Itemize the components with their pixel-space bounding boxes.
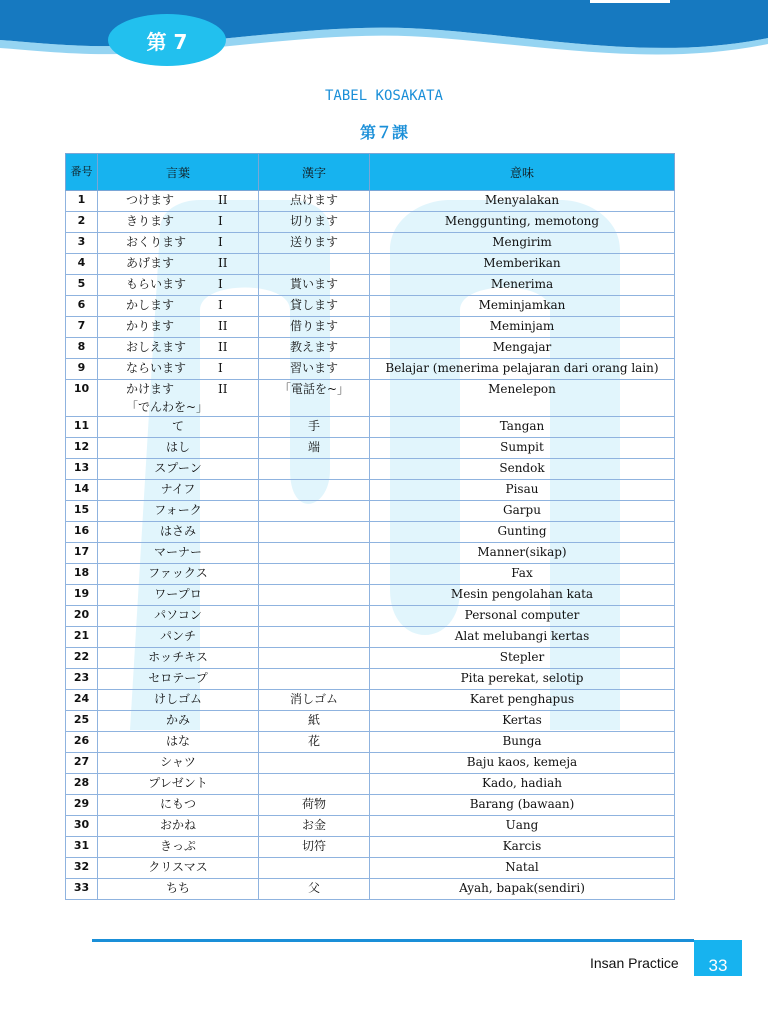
verb-group: II bbox=[218, 193, 228, 207]
table-row bbox=[66, 690, 675, 711]
meaning-cell: Meminjam bbox=[370, 317, 675, 338]
meaning-cell: Gunting bbox=[370, 522, 675, 543]
table-row bbox=[66, 254, 675, 275]
kanji-cell: 花 bbox=[259, 732, 370, 753]
word-kana: かけます bbox=[126, 382, 175, 396]
row-number: 28 bbox=[66, 774, 98, 795]
kanji-cell: 荷物 bbox=[259, 795, 370, 816]
meaning-cell: Stepler bbox=[370, 648, 675, 669]
table-row bbox=[66, 191, 675, 212]
table-row bbox=[66, 879, 675, 900]
table-row bbox=[66, 522, 675, 543]
kanji-cell: 切符 bbox=[259, 837, 370, 858]
verb-group: I bbox=[218, 361, 223, 375]
word-cell: はな bbox=[98, 732, 259, 753]
header-kanji: 漢字 bbox=[259, 154, 370, 191]
word-cell: ちち bbox=[98, 879, 259, 900]
kanji-cell: 習います bbox=[259, 359, 370, 380]
word-cell: シャツ bbox=[98, 753, 259, 774]
row-number: 29 bbox=[66, 795, 98, 816]
kanji-cell bbox=[259, 627, 370, 648]
table-row bbox=[66, 837, 675, 858]
word-cell bbox=[98, 233, 259, 254]
table-row bbox=[66, 816, 675, 837]
word-kana: おくります bbox=[126, 235, 187, 249]
row-number: 26 bbox=[66, 732, 98, 753]
kanji-cell: 借ります bbox=[259, 317, 370, 338]
table-row bbox=[66, 753, 675, 774]
word-cell: おかね bbox=[98, 816, 259, 837]
table-row bbox=[66, 296, 675, 317]
document-title: TABEL KOSAKATA bbox=[324, 88, 443, 104]
row-number: 17 bbox=[66, 543, 98, 564]
word-cell: はさみ bbox=[98, 522, 259, 543]
table-row bbox=[66, 359, 675, 380]
word-cell bbox=[98, 338, 259, 359]
meaning-cell: Personal computer bbox=[370, 606, 675, 627]
footer-rule bbox=[92, 939, 694, 942]
meaning-cell: Menelepon bbox=[370, 380, 675, 417]
meaning-cell: Menyalakan bbox=[370, 191, 675, 212]
verb-group: I bbox=[218, 298, 223, 312]
row-number: 24 bbox=[66, 690, 98, 711]
row-number: 4 bbox=[66, 254, 98, 275]
meaning-cell: Ayah, bapak(sendiri) bbox=[370, 879, 675, 900]
meaning-cell: Meminjamkan bbox=[370, 296, 675, 317]
table-row bbox=[66, 606, 675, 627]
kanji-cell bbox=[259, 254, 370, 275]
meaning-cell: Fax bbox=[370, 564, 675, 585]
row-number: 33 bbox=[66, 879, 98, 900]
row-number: 32 bbox=[66, 858, 98, 879]
word-cell: スプーン bbox=[98, 459, 259, 480]
word-cell: クリスマス bbox=[98, 858, 259, 879]
table-row bbox=[66, 275, 675, 296]
meaning-cell: Karcis bbox=[370, 837, 675, 858]
meaning-cell: Manner(sikap) bbox=[370, 543, 675, 564]
kanji-cell bbox=[259, 774, 370, 795]
meaning-cell: Kado, hadiah bbox=[370, 774, 675, 795]
kanji-cell: 教えます bbox=[259, 338, 370, 359]
row-number: 2 bbox=[66, 212, 98, 233]
table-row bbox=[66, 648, 675, 669]
kanji-cell bbox=[259, 669, 370, 690]
meaning-cell: Mengirim bbox=[370, 233, 675, 254]
page-number: 33 bbox=[694, 940, 742, 976]
word-cell: ファックス bbox=[98, 564, 259, 585]
meaning-cell: Pita perekat, selotip bbox=[370, 669, 675, 690]
kanji-cell: 父 bbox=[259, 879, 370, 900]
row-number: 25 bbox=[66, 711, 98, 732]
word-cell: マーナー bbox=[98, 543, 259, 564]
word-cell: にもつ bbox=[98, 795, 259, 816]
row-number: 18 bbox=[66, 564, 98, 585]
table-row bbox=[66, 338, 675, 359]
kanji-cell bbox=[259, 858, 370, 879]
row-number: 3 bbox=[66, 233, 98, 254]
table-row bbox=[66, 669, 675, 690]
meaning-cell: Menerima bbox=[370, 275, 675, 296]
header-number: 番号 bbox=[66, 154, 98, 191]
vocabulary-table bbox=[65, 153, 675, 900]
table-row bbox=[66, 438, 675, 459]
word-cell bbox=[98, 296, 259, 317]
word-cell: きっぷ bbox=[98, 837, 259, 858]
row-number: 31 bbox=[66, 837, 98, 858]
header-word: 言葉 bbox=[98, 154, 259, 191]
table-row bbox=[66, 543, 675, 564]
word-kana: かします bbox=[126, 298, 175, 312]
meaning-cell: Belajar (menerima pelajaran dari orang lain) bbox=[370, 359, 675, 380]
table-body bbox=[66, 191, 675, 900]
table-row bbox=[66, 774, 675, 795]
row-number: 20 bbox=[66, 606, 98, 627]
kanji-cell bbox=[259, 606, 370, 627]
kanji-cell bbox=[259, 585, 370, 606]
verb-group: II bbox=[218, 340, 228, 354]
word-kana: きります bbox=[126, 214, 175, 228]
word-cell bbox=[98, 359, 259, 380]
footer-label: Insan Practice bbox=[590, 955, 679, 971]
row-number: 8 bbox=[66, 338, 98, 359]
word-kana: あげます bbox=[126, 256, 175, 270]
table-row bbox=[66, 480, 675, 501]
word-cell: かみ bbox=[98, 711, 259, 732]
meaning-cell: Menggunting, memotong bbox=[370, 212, 675, 233]
meaning-cell: Kertas bbox=[370, 711, 675, 732]
table-row bbox=[66, 317, 675, 338]
verb-group: I bbox=[218, 277, 223, 291]
word-kana-line2: 「でんわを~」 bbox=[126, 400, 209, 414]
kanji-cell: 送ります bbox=[259, 233, 370, 254]
word-cell bbox=[98, 380, 259, 417]
kanji-cell bbox=[259, 522, 370, 543]
word-cell: ホッチキス bbox=[98, 648, 259, 669]
word-cell: パソコン bbox=[98, 606, 259, 627]
row-number: 12 bbox=[66, 438, 98, 459]
word-cell: けしゴム bbox=[98, 690, 259, 711]
word-kana: おしえます bbox=[126, 340, 187, 354]
meaning-cell: Garpu bbox=[370, 501, 675, 522]
table-row bbox=[66, 212, 675, 233]
word-cell: はし bbox=[98, 438, 259, 459]
row-number: 27 bbox=[66, 753, 98, 774]
row-number: 14 bbox=[66, 480, 98, 501]
table-row bbox=[66, 858, 675, 879]
table-row bbox=[66, 627, 675, 648]
row-number: 13 bbox=[66, 459, 98, 480]
row-number: 7 bbox=[66, 317, 98, 338]
row-number: 16 bbox=[66, 522, 98, 543]
word-cell: フォーク bbox=[98, 501, 259, 522]
meaning-cell: Mesin pengolahan kata bbox=[370, 585, 675, 606]
meaning-cell: Natal bbox=[370, 858, 675, 879]
row-number: 5 bbox=[66, 275, 98, 296]
header-meaning: 意味 bbox=[370, 154, 675, 191]
row-number: 22 bbox=[66, 648, 98, 669]
row-number: 6 bbox=[66, 296, 98, 317]
kanji-cell bbox=[259, 543, 370, 564]
word-kana: ならいます bbox=[126, 361, 187, 375]
table-row bbox=[66, 732, 675, 753]
word-cell: プレゼント bbox=[98, 774, 259, 795]
kanji-cell: 貸します bbox=[259, 296, 370, 317]
meaning-cell: Uang bbox=[370, 816, 675, 837]
word-kana: つけます bbox=[126, 193, 175, 207]
row-number: 1 bbox=[66, 191, 98, 212]
word-cell bbox=[98, 191, 259, 212]
meaning-cell: Bunga bbox=[370, 732, 675, 753]
kanji-cell: 貰います bbox=[259, 275, 370, 296]
meaning-cell: Pisau bbox=[370, 480, 675, 501]
word-cell: て bbox=[98, 417, 259, 438]
kanji-cell: 切ります bbox=[259, 212, 370, 233]
kanji-cell bbox=[259, 501, 370, 522]
verb-group: I bbox=[218, 214, 223, 228]
table-row bbox=[66, 585, 675, 606]
verb-group: II bbox=[218, 256, 228, 270]
table-row bbox=[66, 417, 675, 438]
meaning-cell: Barang (bawaan) bbox=[370, 795, 675, 816]
meaning-cell: Memberikan bbox=[370, 254, 675, 275]
meaning-cell: Mengajar bbox=[370, 338, 675, 359]
word-cell: ナイフ bbox=[98, 480, 259, 501]
meaning-cell: Alat melubangi kertas bbox=[370, 627, 675, 648]
kanji-cell: 「電話を~」 bbox=[259, 380, 370, 417]
kanji-cell: お金 bbox=[259, 816, 370, 837]
word-kana: もらいます bbox=[126, 277, 187, 291]
word-cell bbox=[98, 212, 259, 233]
meaning-cell: Sumpit bbox=[370, 438, 675, 459]
table-row bbox=[66, 711, 675, 732]
meaning-cell: Sendok bbox=[370, 459, 675, 480]
word-cell: パンチ bbox=[98, 627, 259, 648]
verb-group: II bbox=[218, 382, 228, 396]
table-row bbox=[66, 233, 675, 254]
table-header-row bbox=[66, 154, 675, 191]
lesson-subtitle: 第７課 bbox=[359, 123, 408, 142]
table-row bbox=[66, 380, 675, 417]
kanji-cell: 手 bbox=[259, 417, 370, 438]
kanji-cell: 端 bbox=[259, 438, 370, 459]
row-number: 19 bbox=[66, 585, 98, 606]
kanji-cell: 消しゴム bbox=[259, 690, 370, 711]
table-row bbox=[66, 564, 675, 585]
row-number: 21 bbox=[66, 627, 98, 648]
row-number: 10 bbox=[66, 380, 98, 417]
kanji-cell bbox=[259, 564, 370, 585]
kanji-cell bbox=[259, 480, 370, 501]
row-number: 15 bbox=[66, 501, 98, 522]
table-row bbox=[66, 795, 675, 816]
word-cell bbox=[98, 317, 259, 338]
kanji-cell bbox=[259, 648, 370, 669]
word-cell: セロテープ bbox=[98, 669, 259, 690]
kanji-cell: 点けます bbox=[259, 191, 370, 212]
word-kana: かります bbox=[126, 319, 175, 333]
kanji-cell bbox=[259, 753, 370, 774]
verb-group: I bbox=[218, 235, 223, 249]
meaning-cell: Tangan bbox=[370, 417, 675, 438]
row-number: 11 bbox=[66, 417, 98, 438]
word-cell bbox=[98, 275, 259, 296]
meaning-cell: Baju kaos, kemeja bbox=[370, 753, 675, 774]
row-number: 9 bbox=[66, 359, 98, 380]
verb-group: II bbox=[218, 319, 228, 333]
word-cell bbox=[98, 254, 259, 275]
table-row bbox=[66, 501, 675, 522]
meaning-cell: Karet penghapus bbox=[370, 690, 675, 711]
table-row bbox=[66, 459, 675, 480]
kanji-cell bbox=[259, 459, 370, 480]
kanji-cell: 紙 bbox=[259, 711, 370, 732]
row-number: 23 bbox=[66, 669, 98, 690]
chapter-badge: 第 7 bbox=[108, 14, 226, 66]
row-number: 30 bbox=[66, 816, 98, 837]
word-cell: ワープロ bbox=[98, 585, 259, 606]
